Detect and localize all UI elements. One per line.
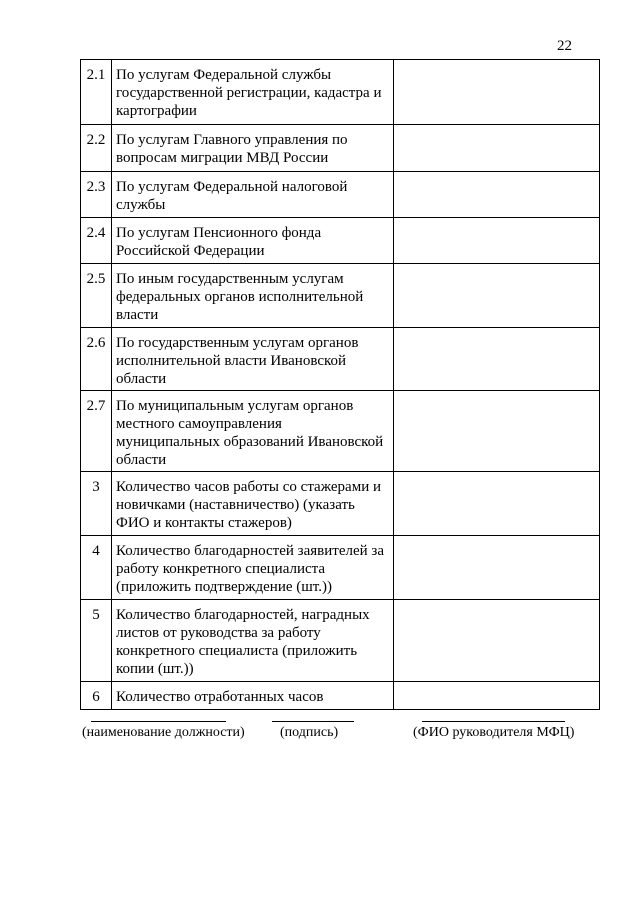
row-number: 2.7 [81,391,112,472]
table-row [81,682,600,710]
row-number: 2.1 [81,60,112,125]
name-caption: (ФИО руководителя МФЦ) [413,725,575,740]
signature-line[interactable] [272,721,354,722]
row-number: 6 [81,682,112,710]
table-row [81,391,600,472]
table-row [81,60,600,125]
signature-caption: (подпись) [280,725,339,740]
position-caption: (наименование должности) [82,725,245,740]
row-description: По услугам Федеральной службы государственной регистрации, кадастра и картографии [112,60,394,125]
row-description: По услугам Пенсионного фонда Российской Федерации [112,218,394,264]
table-row [81,536,600,600]
position-signature-line[interactable] [91,721,226,722]
row-value-cell[interactable] [394,328,600,391]
row-value-cell[interactable] [394,536,600,600]
row-value-cell[interactable] [394,682,600,710]
table-row [81,125,600,172]
row-description: По услугам Федеральной налоговой службы [112,172,394,218]
row-number: 2.5 [81,264,112,328]
row-number: 2.4 [81,218,112,264]
row-number: 2.3 [81,172,112,218]
row-value-cell[interactable] [394,125,600,172]
page-number: 22 [557,38,572,54]
row-value-cell[interactable] [394,264,600,328]
row-description: По иным государственным услугам федеральных органов исполнительной власти [112,264,394,328]
row-value-cell[interactable] [394,218,600,264]
table-row [81,600,600,682]
row-description: По муниципальным услугам органов местного самоуправления муниципальных образований Ивановской области [112,391,394,472]
table-row [81,264,600,328]
row-value-cell[interactable] [394,600,600,682]
row-number: 2.2 [81,125,112,172]
row-description: Количество благодарностей заявителей за работу конкретного специалиста (приложить подтверждение (шт.)) [112,536,394,600]
row-description: По государственным услугам органов исполнительной власти Ивановской области [112,328,394,391]
row-description: Количество благодарностей, наградных листов от руководства за работу конкретного специалиста (приложить копии (шт.)) [112,600,394,682]
row-value-cell[interactable] [394,472,600,536]
row-number: 2.6 [81,328,112,391]
row-description: Количество часов работы со стажерами и новичками (наставничество) (указать ФИО и контакты стажеров) [112,472,394,536]
name-signature-line[interactable] [422,721,565,722]
row-description: Количество отработанных часов [112,682,394,710]
table-row [81,472,600,536]
table-row [81,172,600,218]
row-value-cell[interactable] [394,60,600,125]
row-number: 3 [81,472,112,536]
row-value-cell[interactable] [394,391,600,472]
row-number: 5 [81,600,112,682]
table-row [81,328,600,391]
row-number: 4 [81,536,112,600]
row-value-cell[interactable] [394,172,600,218]
report-table [80,59,600,710]
row-description: По услугам Главного управления по вопросам миграции МВД России [112,125,394,172]
table-row [81,218,600,264]
